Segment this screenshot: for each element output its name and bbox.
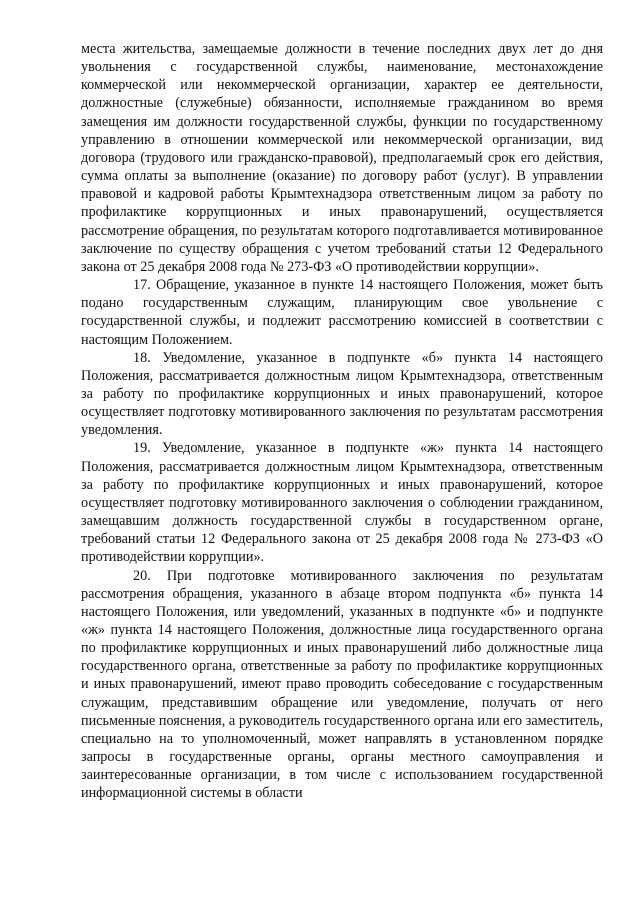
paragraph-item-20: 20. При подготовке мотивированного заключения по результатам рассмотрения обращения, указанного в абзаце втором подпункта «б» пункта 14 настоящего Положения, или уведомлений, указанных в подпункте «б» и подпункте «ж» пункта 14 настоящего Положения, должностные лица государственного органа по профилактике коррупционных и иных правонарушений либо должностные лица государственного органа, ответственные за работу по профилактике коррупционных и иных правонарушений, имеют право проводить собеседование с государственным служащим, представившим обращение или уведомление, получать от него письменные пояснения, а руководитель государственного органа или его заместитель, специально на то уполномоченный, может направлять в установленном порядке запросы в государственные органы, органы местного самоуправления и заинтересованные организации, в том числе с использованием государственной информационной системы в области [81,567,603,802]
document-page [81,40,603,803]
paragraph-continuation: места жительства, замещаемые должности в течение последних двух лет до дня увольнения с государственной службы, наименование, местонахождение коммерческой или некоммерческой организации, характер ее деятельности, должностные (служебные) обязанности, исполняемые гражданином во время замещения им должности государственной службы, функции по государственному управлению в отношении коммерческой или некоммерческой организации, вид договора (трудового или гражданско-правовой), предполагаемый срок его действия, сумма оплаты за выполнение (оказание) по договору работ (услуг). В управлении правовой и кадровой работы Крымтехнадзора ответственным лицом за работу по профилактике коррупционных и иных правонарушений, осуществляется рассмотрение обращения, по результатам которого подготавливается мотивированное заключение по существу обращения с учетом требований статьи 12 Федерального закона от 25 декабря 2008 года № 273-ФЗ «О противодействии коррупции». [81,41,603,275]
paragraph-item-17: 17. Обращение, указанное в пункте 14 настоящего Положения, может быть подано государственным служащим, планирующим свое увольнение с государственной службы, и подлежит рассмотрению комиссией в соответствии с настоящим Положением. [81,277,603,348]
paragraph-item-18: 18. Уведомление, указанное в подпункте «б» пункта 14 настоящего Положения, рассматривается должностным лицом Крымтехнадзора, ответственным за работу по профилактике коррупционных и иных правонарушений, которое осуществляет подготовку мотивированного заключения по результатам рассмотрения уведомления. [81,349,603,439]
paragraph-item-19: 19. Уведомление, указанное в подпункте «ж» пункта 14 настоящего Положения, рассматривается должностным лицом Крымтехнадзора, ответственным за работу по профилактике коррупционных и иных правонарушений, которое осуществляет подготовку мотивированного заключения о соблюдении гражданином, замещавшим должность государственной службы в государственном органе, требований статьи 12 Федерального закона от 25 декабря 2008 года № 273-ФЗ «О противодействии коррупции». [81,440,603,566]
